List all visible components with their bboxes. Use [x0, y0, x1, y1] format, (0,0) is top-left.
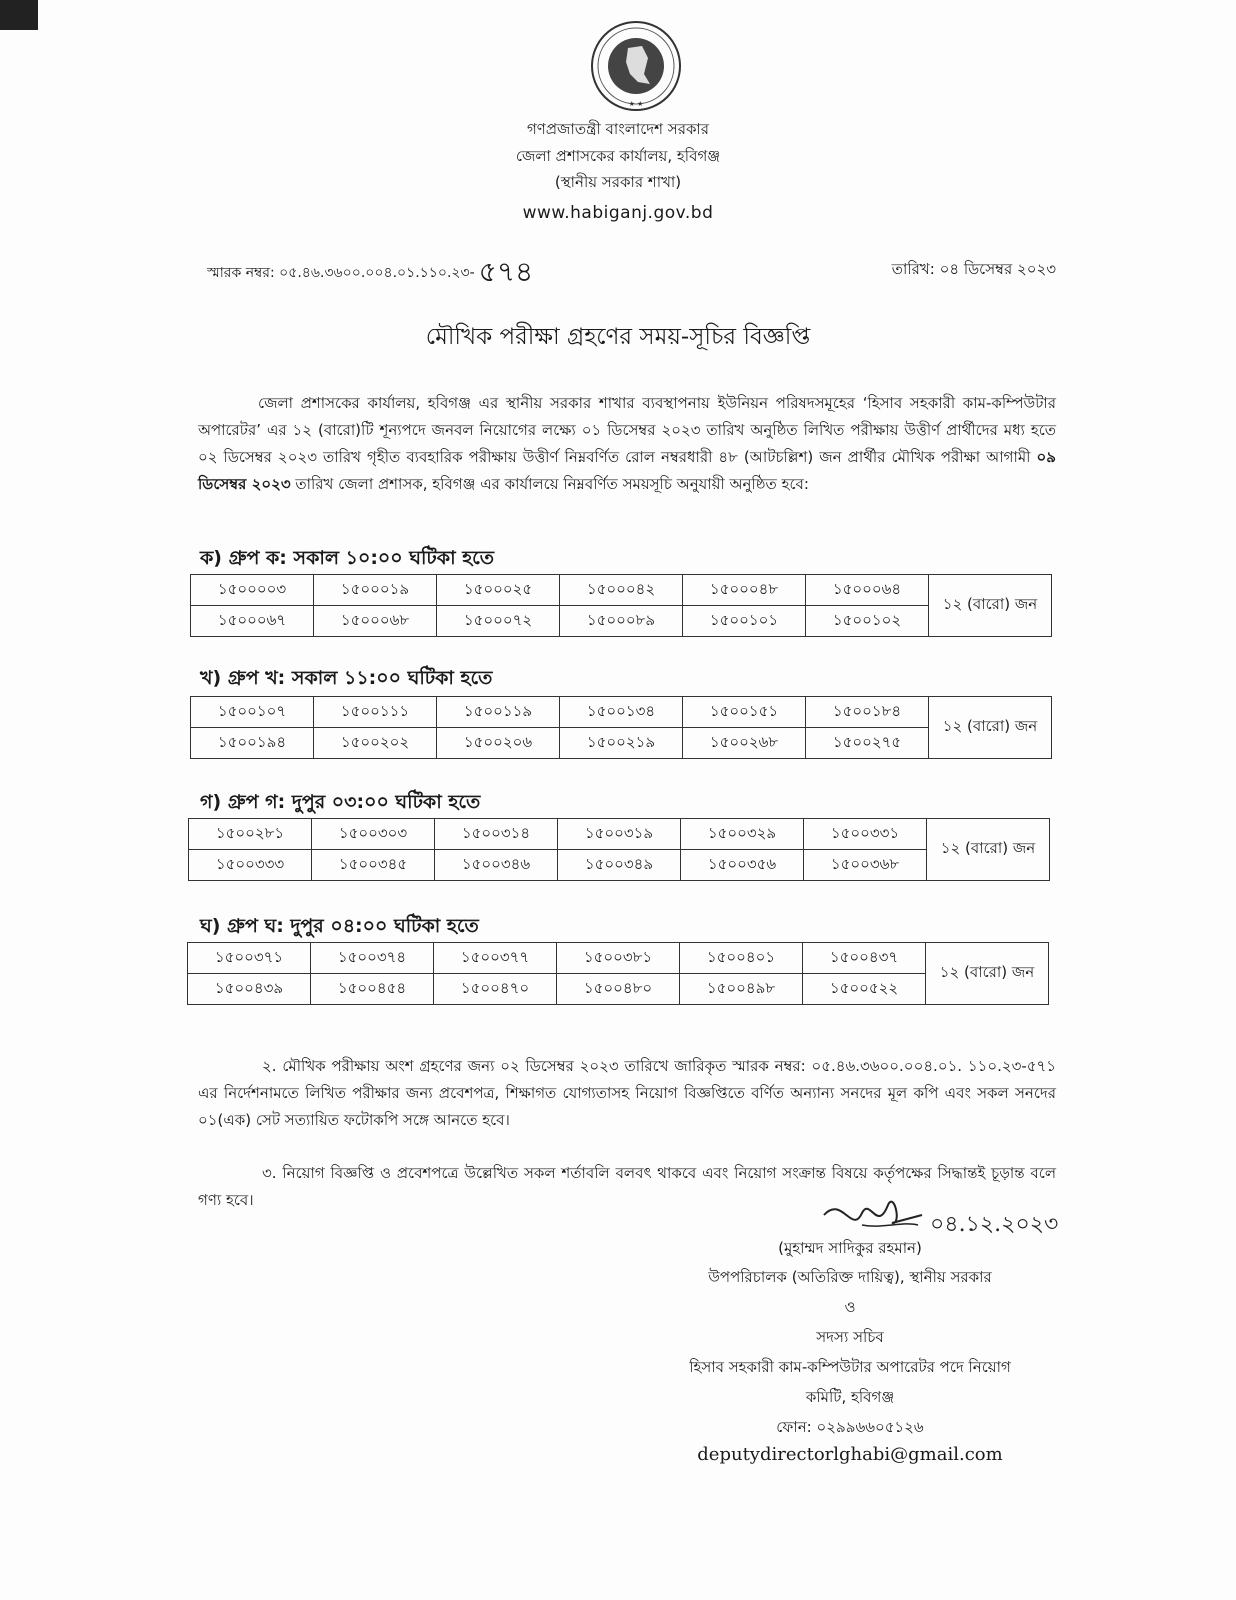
roll-cell: ১৫০০৩৪৫ [312, 850, 435, 881]
paragraph-documents: ২. মৌখিক পরীক্ষায় অংশ গ্রহণের জন্য ০২ ডিসেম্বর ২০২৩ তারিখে জারিকৃত স্মারক নম্বর: ০৫.৪৬.৩৬০০.০০৪.০১. ১১০.২৩-৫৭১ এর নির্দেশনামতে লিখিত পরীক্ষার জন্য প্রবেশপত্র, শিক্ষাগত যোগ্যতাসহ নিয়োগ বিজ্ঞপ্তিতে বর্ণিত অন্যান্য সনদের মূল কপি এবং সকল সনদের ০১(এক) সেট সত্যায়িত ফটোকপি সঙ্গে আনতে হবে। [198, 1057, 1056, 1129]
paragraph-conditions: ৩. নিয়োগ বিজ্ঞপ্তি ও প্রবেশপত্রে উল্লেখিত সকল শর্তাবলি বলবৎ থাকবে এবং নিয়োগ সংক্রান্ত বিষয়ে কর্তৃপক্ষের সিদ্ধান্তই চূড়ান্ত বলে গণ্য হবে। [198, 1164, 1056, 1209]
roll-cell: ১৫০০২০২ [314, 728, 437, 759]
intro-bold-date: ০৯ ডিসেম্বর ২০২৩ [198, 448, 1056, 493]
roll-cell: ১৫০০৪৭০ [434, 974, 557, 1005]
group-count: ১২ (বারো) জন [926, 943, 1049, 1005]
scan-edge [0, 0, 38, 30]
group-c-title: গ) গ্রুপ গ: দুপুর ০৩:০০ ঘটিকা হতে [200, 791, 481, 813]
roll-cell: ১৫০০০১৯ [314, 575, 437, 606]
roll-cell: ১৫০০০৬৪ [806, 575, 929, 606]
roll-cell: ১৫০০৩৪৬ [435, 850, 558, 881]
group-a-title: ক) গ্রুপ ক: সকাল ১০:০০ ঘটিকা হতে [200, 547, 495, 569]
roll-cell: ১৫০০৩৪৯ [558, 850, 681, 881]
roll-cell: ১৫০০০৪৮ [683, 575, 806, 606]
signatory-designation: উপপরিচালক (অতিরিক্ত দায়িত্ব), স্থানীয় সরকার [708, 1268, 992, 1286]
roll-cell: ১৫০০০৮৯ [560, 606, 683, 637]
table-row [188, 974, 1049, 1005]
roll-cell: ১৫০০৫২২ [803, 974, 926, 1005]
intro-text-a: জেলা প্রশাসকের কার্যালয়, হবিগঞ্জ এর স্থানীয় সরকার শাখার ব্যবস্থাপনায় ইউনিয়ন পরিষদসমূহের ‘হিসাব সহকারী কাম-কম্পিউটার অপারেটর’ এর ১২ (বারো)টি শূন্যপদে জনবল নিয়োগের লক্ষ্যে ০১ ডিসেম্বর ২০২৩ তারিখ অনুষ্ঠিত লিখিত পরীক্ষায় উত্তীর্ণ প্রার্থীদের মধ্য হতে ০২ ডিসেম্বর ২০২৩ তারিখ গৃহীত ব্যবহারিক পরীক্ষায় উত্তীর্ণ নিম্নবর্ণিত রোল নম্বরধারী ৪৮ (আটচল্লিশ) জন প্রার্থীর মৌখিক পরীক্ষা আগামী [198, 394, 1056, 466]
table-row [191, 606, 1052, 637]
roll-cell: ১৫০০৩৭৪ [311, 943, 434, 974]
table-row [191, 575, 1052, 606]
header-government: গণপ্রজাতন্ত্রী বাংলাদেশ সরকার [526, 120, 710, 138]
roll-cell: ১৫০০৩১৪ [435, 819, 558, 850]
header-office: জেলা প্রশাসকের কার্যালয়, হবিগঞ্জ [515, 147, 721, 165]
roll-cell: ১৫০০০২৫ [437, 575, 560, 606]
roll-cell: ১৫০০১০৭ [191, 697, 314, 728]
roll-cell: ১৫০০৩০৩ [312, 819, 435, 850]
paragraph-intro [198, 390, 1056, 498]
roll-cell: ১৫০০১৮৪ [806, 697, 929, 728]
intro-text-b: তারিখ জেলা প্রশাসক, হবিগঞ্জ এর কার্যালয়ে নিম্নবর্ণিত সময়সূচি অনুযায়ী অনুষ্ঠিত হবে: [295, 475, 809, 493]
roll-cell: ১৫০০৩৫৬ [681, 850, 804, 881]
roll-cell: ১৫০০১০১ [683, 606, 806, 637]
government-seal-icon [588, 18, 684, 114]
header-website: www.habiganj.gov.bd [522, 203, 714, 223]
roll-cell: ১৫০০৩৬৮ [804, 850, 927, 881]
roll-cell: ১৫০০৪৩৯ [188, 974, 311, 1005]
memo-label: স্মারক নম্বর: ০৫.৪৬.৩৬০০.০০৪.০১.১১০.২৩- [207, 265, 475, 281]
signatory-email[interactable]: deputydirectorlghabi@gmail.com [697, 1444, 1003, 1465]
header-branch: (স্থানীয় সরকার শাখা) [554, 173, 682, 191]
signatory-committee: হিসাব সহকারী কাম-কম্পিউটার অপারেটর পদে নিয়োগ [689, 1358, 1011, 1376]
table-row [189, 850, 1050, 881]
signatory-committee-location: কমিটি, হবিগঞ্জ [805, 1388, 895, 1406]
roll-cell: ১৫০০১০২ [806, 606, 929, 637]
roll-cell: ১৫০০০০৩ [191, 575, 314, 606]
memo-handwritten-number: ৫৭৪ [478, 255, 534, 288]
signatory-role: সদস্য সচিব [816, 1328, 884, 1346]
roll-cell: ১৫০০০৪২ [560, 575, 683, 606]
roll-cell: ১৫০০২৭৫ [806, 728, 929, 759]
roll-cell: ১৫০০৩৭৭ [434, 943, 557, 974]
group-b-table [190, 696, 1052, 759]
roll-cell: ১৫০০৪৮০ [557, 974, 680, 1005]
signatory-phone: ফোন: ০২৯৯৬৬০৫১২৬ [776, 1418, 924, 1436]
page-title: মৌখিক পরীক্ষা গ্রহণের সময়-সূচির বিজ্ঞপ্তি [425, 324, 811, 350]
roll-cell: ১৫০০৩৭১ [188, 943, 311, 974]
roll-cell: ১৫০০১৫১ [683, 697, 806, 728]
roll-cell: ১৫০০২৮১ [189, 819, 312, 850]
group-d-table [187, 942, 1049, 1005]
roll-cell: ১৫০০৩৮১ [557, 943, 680, 974]
table-row [189, 819, 1050, 850]
roll-cell: ১৫০০৪৫৪ [311, 974, 434, 1005]
signature-scribble-icon [822, 1185, 1062, 1245]
group-b-title: খ) গ্রুপ খ: সকাল ১১:০০ ঘটিকা হতে [200, 667, 493, 689]
roll-cell: ১৫০০৩৩১ [804, 819, 927, 850]
roll-cell: ১৫০০৩২৯ [681, 819, 804, 850]
signatory-and: ও [844, 1298, 856, 1316]
roll-cell: ১৫০০১১৯ [437, 697, 560, 728]
svg-text:★ ★: ★ ★ [628, 100, 644, 108]
roll-cell: ১৫০০৪০১ [680, 943, 803, 974]
roll-cell: ১৫০০২০৬ [437, 728, 560, 759]
group-count: ১২ (বারো) জন [927, 819, 1050, 881]
group-a-table [190, 574, 1052, 637]
signature-date: ০৪.১২.২০২৩ [930, 1212, 1059, 1237]
roll-cell: ১৫০০০৬৭ [191, 606, 314, 637]
group-count: ১২ (বারো) জন [929, 697, 1052, 759]
roll-cell: ১৫০০০৭২ [437, 606, 560, 637]
signatory-name: (মুহাম্মদ সাদিকুর রহমান) [778, 1239, 922, 1257]
table-row [191, 697, 1052, 728]
group-d-title: ঘ) গ্রুপ ঘ: দুপুর ০৪:০০ ঘটিকা হতে [200, 915, 479, 937]
memo-date: তারিখ: ০৪ ডিসেম্বর ২০২৩ [891, 260, 1056, 278]
roll-cell: ১৫০০১১১ [314, 697, 437, 728]
roll-cell: ১৫০০৩৩৩ [189, 850, 312, 881]
roll-cell: ১৫০০১৩৪ [560, 697, 683, 728]
roll-cell: ১৫০০৪৩৭ [803, 943, 926, 974]
table-row [188, 943, 1049, 974]
roll-cell: ১৫০০২১৯ [560, 728, 683, 759]
memo-number [207, 250, 533, 297]
roll-cell: ১৫০০৩১৯ [558, 819, 681, 850]
roll-cell: ১৫০০৪৯৮ [680, 974, 803, 1005]
roll-cell: ১৫০০১৯৪ [191, 728, 314, 759]
roll-cell: ১৫০০০৬৮ [314, 606, 437, 637]
group-count: ১২ (বারো) জন [929, 575, 1052, 637]
table-row [191, 728, 1052, 759]
roll-cell: ১৫০০২৬৮ [683, 728, 806, 759]
group-c-table [188, 818, 1050, 881]
